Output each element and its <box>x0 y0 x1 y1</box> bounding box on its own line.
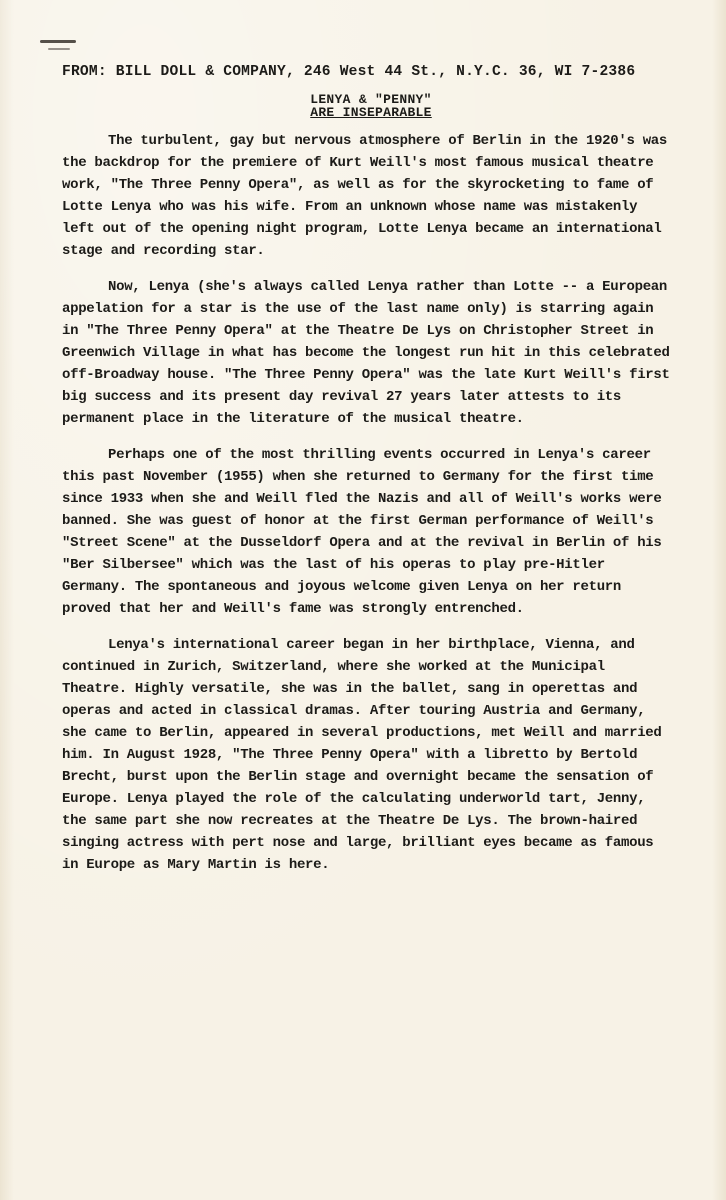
paragraph-4: Lenya's international career began in her birthplace, Vienna, and continued in Zurich, Switzerland, where she worked at the Municipal Theatre. Highly versatile, she was in the ballet, sang in operettas and operas and acted in classical dramas. After touring Austria and Germany, she came to Berlin, appeared in several productions, met Weill and married him. In August 1928, "The Three Penny Opera" with a libretto by Bertold Brecht, burst upon the Berlin stage and overnight became the sensation of Europe. Lenya played the role of the calculating underworld tart, Jenny, the same part she now recreates at the Theatre De Lys. The brown-haired singing actress with pert nose and large, brilliant eyes became as famous in Europe as Mary Martin is here. <box>62 637 662 873</box>
release-body <box>62 130 672 890</box>
staple-shadow <box>48 48 70 50</box>
release-title-underlined: ARE INSEPARABLE <box>310 105 432 120</box>
from-letterhead: FROM: BILL DOLL & COMPANY, 246 West 44 St., N.Y.C. 36, WI 7-2386 <box>62 64 636 80</box>
release-title-line2 <box>8 105 726 120</box>
staple-mark <box>40 40 76 43</box>
paragraph-2: Now, Lenya (she's always called Lenya rather than Lotte -- a European appelation for a star is the use of the last name only) is starring again in "The Three Penny Opera" at the Theatre De Lys on Christopher Street in Greenwich Village in what has become the longest run hit in this celebrated off-Broadway house. "The Three Penny Opera" was the late Kurt Weill's first big success and its present day revival 27 years later attests to its permanent place in the literature of the musical theatre. <box>62 279 670 427</box>
paragraph-3: Perhaps one of the most thrilling events occurred in Lenya's career this past November (1955) when she returned to Germany for the first time since 1933 when she and Weill fled the Nazis and all of Weill's works were banned. She was guest of honor at the first German performance of Weill's "Street Scene" at the Dusseldorf Opera and at the revival in Berlin of his "Ber Silbersee" which was the last of his operas to play pre-Hitler Germany. The spontaneous and joyous welcome given Lenya on her return proved that her and Weill's fame was strongly entrenched. <box>62 447 662 617</box>
paragraph-1: The turbulent, gay but nervous atmosphere of Berlin in the 1920's was the backdrop for the premiere of Kurt Weill's most famous musical theatre work, "The Three Penny Opera", as well as for the skyrocketing to fame of Lotte Lenya who was his wife. From an unknown whose name was mistakenly left out of the opening night program, Lotte Lenya became an international stage and recording star. <box>62 133 667 259</box>
release-title-line1: LENYA & "PENNY" <box>310 92 432 107</box>
